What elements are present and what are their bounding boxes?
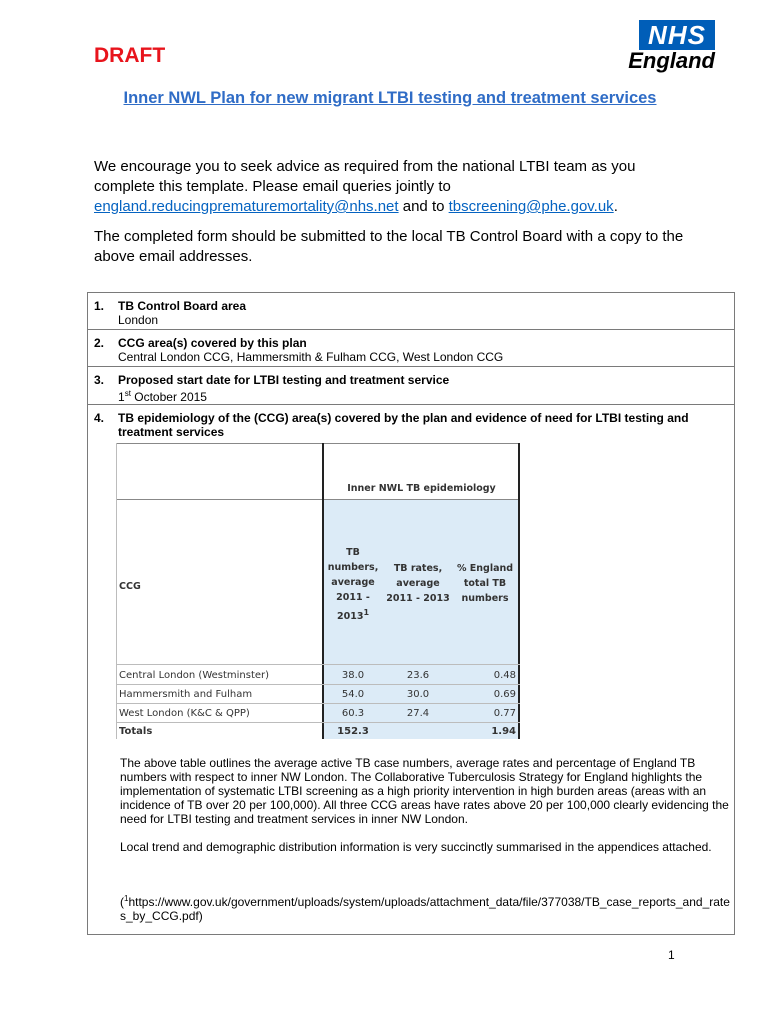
intro-text: We encourage you to seek advice as required from the national LTBI team as you complete this template. Please email queries jointly to xyxy=(94,158,636,195)
table-rule xyxy=(116,499,520,500)
header-line: TB rates, xyxy=(393,563,443,574)
section-value: Central London CCG, Hammersmith & Fulham CCG, West London CCG xyxy=(118,350,504,364)
section-number: 2. xyxy=(94,336,105,350)
header-line: TB xyxy=(346,547,360,558)
table-cell-numbers: 60.3 xyxy=(341,708,365,719)
header-line: numbers xyxy=(461,593,509,604)
header-line: % England xyxy=(456,563,514,574)
header-line: total TB xyxy=(463,578,507,589)
table-rule xyxy=(116,443,520,444)
section-number: 4. xyxy=(94,411,105,425)
header-line xyxy=(323,605,383,624)
header-line: 2011 - 2013 xyxy=(386,593,450,604)
section-tb-control-board xyxy=(88,293,734,330)
header-line: 2011 - xyxy=(336,592,370,603)
table-title: Inner NWL TB epidemiology xyxy=(347,483,496,494)
table-cell-pct: 0.48 xyxy=(493,670,516,681)
section-heading: TB Control Board area xyxy=(118,299,247,313)
start-month-year: October 2015 xyxy=(130,390,207,404)
section-value: London xyxy=(118,313,159,327)
table-rule xyxy=(116,722,520,723)
nhs-logo-box: NHS xyxy=(639,20,715,50)
page-number: 1 xyxy=(668,948,675,962)
appendices-note: Local trend and demographic distribution information is very succinctly summarised in the appendices attached. xyxy=(120,840,712,854)
table-cell-pct: 0.69 xyxy=(493,689,516,700)
table-cell-rates: 27.4 xyxy=(406,708,430,719)
start-day-suffix: st xyxy=(124,389,131,398)
submission-paragraph: The completed form should be submitted to the local TB Control Board with a copy to the above email addresses. xyxy=(94,228,684,265)
section-number: 3. xyxy=(94,373,105,387)
draft-label: DRAFT xyxy=(94,44,166,67)
ccg-column-header: CCG xyxy=(119,581,141,592)
table-totals-label: Totals xyxy=(119,726,153,737)
tb-numbers-header xyxy=(323,545,383,624)
intro-end: . xyxy=(613,198,618,215)
footnote-url[interactable]: https://www.gov.uk/government/uploads/system/uploads/attachment_data/file/377038/TB_case_reports_and_rates_by_CCG.pdf) xyxy=(120,895,730,923)
england-logo-text: England xyxy=(628,48,715,73)
epidemiology-table xyxy=(116,443,520,739)
email-link-phe[interactable]: tbscreening@phe.gov.uk xyxy=(448,198,614,215)
header-line: average xyxy=(331,577,375,588)
header-line-text: 2013 xyxy=(336,611,364,623)
section-heading: TB epidemiology of the (CCG) area(s) covered by the plan and evidence of need for LTBI testing and treatment services xyxy=(118,411,689,439)
footnote xyxy=(120,892,732,923)
table-cell-rates: 23.6 xyxy=(406,670,430,681)
table-row-ccg: West London (K&C & QPP) xyxy=(119,708,250,719)
footnote-number: 1 xyxy=(124,894,129,903)
table-rule xyxy=(116,664,520,665)
footnote-marker: 1 xyxy=(363,608,370,617)
header-line: numbers, xyxy=(327,562,379,573)
and-to-text: and to xyxy=(398,198,449,215)
email-link-nhs[interactable]: england.reducingprematuremortality@nhs.net xyxy=(94,198,399,215)
table-cell-numbers: 54.0 xyxy=(341,689,365,700)
section-number: 1. xyxy=(94,299,105,313)
table-rule xyxy=(116,703,520,704)
document-title: Inner NWL Plan for new migrant LTBI testing and treatment services xyxy=(123,89,657,107)
section-value xyxy=(118,387,207,404)
section-start-date xyxy=(88,367,734,405)
section-heading: CCG area(s) covered by this plan xyxy=(118,336,307,350)
section-heading: Proposed start date for LTBI testing and treatment service xyxy=(118,373,450,387)
table-rule xyxy=(116,443,117,739)
header-line: average xyxy=(396,578,440,589)
table-rule xyxy=(116,684,520,685)
table-cell-pct: 0.77 xyxy=(493,708,516,719)
section-ccg-areas xyxy=(88,330,734,367)
table-totals-pct: 1.94 xyxy=(491,726,516,737)
table-cell-rates: 30.0 xyxy=(406,689,430,700)
table-row-ccg: Hammersmith and Fulham xyxy=(119,689,253,700)
table-totals-numbers: 152.3 xyxy=(337,726,369,737)
nhs-england-logo xyxy=(617,20,715,76)
england-pct-header xyxy=(452,561,518,606)
tb-rates-header xyxy=(385,561,451,606)
start-day: 1 xyxy=(118,390,125,404)
table-explanation: The above table outlines the average active TB case numbers, average rates and percentage of England TB numbers with respect to inner NW London. The Collaborative Tuberculosis Strategy for England highlights the implementation of systematic LTBI screening as a high priority intervention in high burden areas (areas with an incidence of TB over 20 per 100,000). All three CCG areas have rates above 20 per 100,000 clearly evidencing the need for LTBI testing and treatment services in inner NW London. xyxy=(120,756,729,826)
footnote-open: ( xyxy=(120,895,124,909)
table-cell-numbers: 38.0 xyxy=(341,670,365,681)
intro-paragraph xyxy=(94,157,694,217)
table-row-ccg: Central London (Westminster) xyxy=(119,670,270,681)
